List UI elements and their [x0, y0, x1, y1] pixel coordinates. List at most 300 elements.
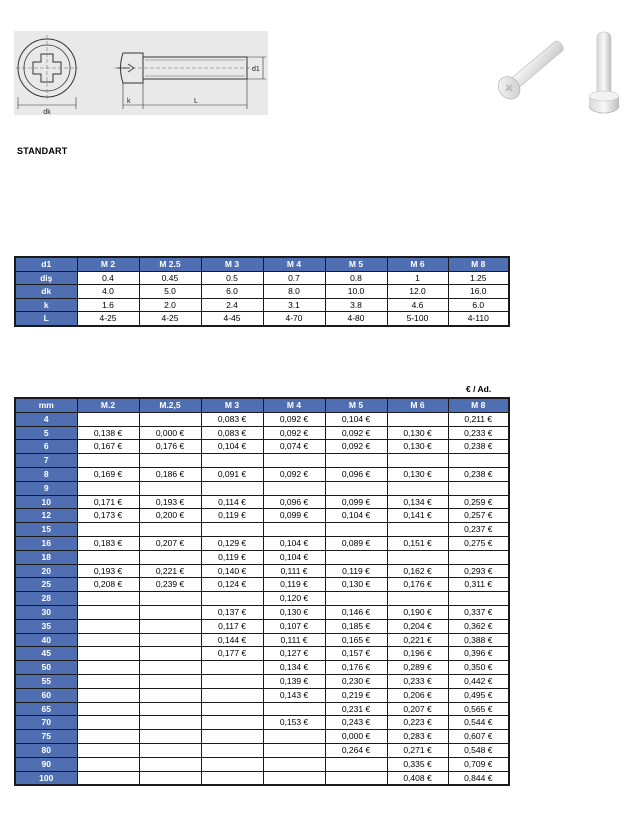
- value-cell: 0,130 €: [387, 467, 448, 481]
- row-label-cell: 12: [15, 509, 77, 523]
- value-cell: [201, 454, 263, 468]
- value-cell: [77, 592, 139, 606]
- value-cell: [387, 481, 448, 495]
- header-cell: M 6: [387, 257, 448, 271]
- label-dk: dk: [43, 109, 51, 115]
- header-cell: M 3: [201, 257, 263, 271]
- value-cell: [139, 605, 201, 619]
- value-cell: 0,190 €: [387, 605, 448, 619]
- value-cell: 0,844 €: [448, 771, 509, 785]
- value-cell: 0,223 €: [387, 716, 448, 730]
- value-cell: [77, 454, 139, 468]
- value-cell: 0,162 €: [387, 564, 448, 578]
- price-row: [15, 633, 509, 647]
- value-cell: 0,124 €: [201, 578, 263, 592]
- value-cell: 0,089 €: [325, 536, 387, 550]
- dimensions-row: [15, 298, 509, 312]
- value-cell: [387, 550, 448, 564]
- dimensions-table: [14, 256, 510, 327]
- value-cell: [325, 481, 387, 495]
- header-cell: M 3: [201, 398, 263, 412]
- value-cell: 0,264 €: [325, 743, 387, 757]
- value-cell: [139, 550, 201, 564]
- value-cell: 0,233 €: [448, 426, 509, 440]
- value-cell: [77, 633, 139, 647]
- value-cell: 0,119 €: [325, 564, 387, 578]
- value-cell: 0,177 €: [201, 647, 263, 661]
- value-cell: 0,176 €: [139, 440, 201, 454]
- value-cell: 0,293 €: [448, 564, 509, 578]
- value-cell: 0,408 €: [387, 771, 448, 785]
- value-cell: 0,130 €: [325, 578, 387, 592]
- value-cell: 0,157 €: [325, 647, 387, 661]
- value-cell: [77, 605, 139, 619]
- value-cell: 6.0: [201, 285, 263, 299]
- header-cell: M 6: [387, 398, 448, 412]
- price-row: [15, 730, 509, 744]
- price-row: [15, 578, 509, 592]
- value-cell: 4.6: [387, 298, 448, 312]
- value-cell: 0,221 €: [139, 564, 201, 578]
- value-cell: [77, 757, 139, 771]
- value-cell: 5.0: [139, 285, 201, 299]
- price-row: [15, 426, 509, 440]
- value-cell: [77, 743, 139, 757]
- value-cell: 0,362 €: [448, 619, 509, 633]
- price-row: [15, 688, 509, 702]
- row-label-cell: 50: [15, 661, 77, 675]
- price-row: [15, 536, 509, 550]
- value-cell: 0,176 €: [325, 661, 387, 675]
- row-label-cell: 30: [15, 605, 77, 619]
- value-cell: 0,092 €: [263, 412, 325, 426]
- row-label-cell: L: [15, 312, 77, 326]
- value-cell: 4-25: [77, 312, 139, 326]
- header-cell: M 2: [77, 257, 139, 271]
- price-row: [15, 592, 509, 606]
- price-unit-label: € / Ad.: [466, 384, 492, 394]
- row-label-cell: 75: [15, 730, 77, 744]
- value-cell: 0,092 €: [263, 467, 325, 481]
- row-label-cell: 90: [15, 757, 77, 771]
- value-cell: 0,607 €: [448, 730, 509, 744]
- value-cell: [77, 550, 139, 564]
- value-cell: [77, 523, 139, 537]
- value-cell: 0,396 €: [448, 647, 509, 661]
- row-label-cell: 9: [15, 481, 77, 495]
- value-cell: 0,350 €: [448, 661, 509, 675]
- value-cell: [201, 674, 263, 688]
- price-table: [14, 397, 510, 786]
- screw-product-photo: [478, 28, 628, 118]
- value-cell: 0,120 €: [263, 592, 325, 606]
- value-cell: 0,134 €: [387, 495, 448, 509]
- value-cell: [139, 412, 201, 426]
- value-cell: 4-70: [263, 312, 325, 326]
- value-cell: 0,204 €: [387, 619, 448, 633]
- row-label-cell: 4: [15, 412, 77, 426]
- value-cell: [201, 716, 263, 730]
- value-cell: 0,337 €: [448, 605, 509, 619]
- value-cell: [325, 454, 387, 468]
- value-cell: [387, 454, 448, 468]
- value-cell: 0,127 €: [263, 647, 325, 661]
- value-cell: 0,259 €: [448, 495, 509, 509]
- value-cell: 0,165 €: [325, 633, 387, 647]
- value-cell: 0,243 €: [325, 716, 387, 730]
- value-cell: [139, 619, 201, 633]
- price-header-row: [15, 398, 509, 412]
- row-label-cell: 5: [15, 426, 77, 440]
- value-cell: 0,129 €: [201, 536, 263, 550]
- value-cell: 0,111 €: [263, 564, 325, 578]
- value-cell: 2.0: [139, 298, 201, 312]
- value-cell: 0,238 €: [448, 440, 509, 454]
- value-cell: 4-25: [139, 312, 201, 326]
- value-cell: 0,176 €: [387, 578, 448, 592]
- value-cell: 0,289 €: [387, 661, 448, 675]
- row-label-cell: k: [15, 298, 77, 312]
- value-cell: 0,208 €: [77, 578, 139, 592]
- value-cell: 0,311 €: [448, 578, 509, 592]
- value-cell: [325, 523, 387, 537]
- value-cell: 0,237 €: [448, 523, 509, 537]
- value-cell: 0,709 €: [448, 757, 509, 771]
- value-cell: 0,104 €: [201, 440, 263, 454]
- value-cell: [77, 716, 139, 730]
- value-cell: 3.8: [325, 298, 387, 312]
- row-label-cell: 6: [15, 440, 77, 454]
- value-cell: 0,104 €: [263, 550, 325, 564]
- value-cell: 0,193 €: [139, 495, 201, 509]
- value-cell: 1: [387, 271, 448, 285]
- value-cell: 0,207 €: [139, 536, 201, 550]
- value-cell: [139, 633, 201, 647]
- value-cell: [448, 550, 509, 564]
- label-k: k: [127, 98, 131, 105]
- row-label-cell: 65: [15, 702, 77, 716]
- value-cell: 0,074 €: [263, 440, 325, 454]
- value-cell: [201, 592, 263, 606]
- value-cell: [263, 702, 325, 716]
- value-cell: 0,117 €: [201, 619, 263, 633]
- price-row: [15, 440, 509, 454]
- value-cell: 5-100: [387, 312, 448, 326]
- value-cell: 0.8: [325, 271, 387, 285]
- value-cell: [77, 661, 139, 675]
- value-cell: 0,548 €: [448, 743, 509, 757]
- row-label-cell: 25: [15, 578, 77, 592]
- value-cell: [139, 661, 201, 675]
- value-cell: 0,140 €: [201, 564, 263, 578]
- value-cell: 0,104 €: [263, 536, 325, 550]
- value-cell: 0,000 €: [139, 426, 201, 440]
- value-cell: [77, 702, 139, 716]
- value-cell: 0,233 €: [387, 674, 448, 688]
- price-row: [15, 509, 509, 523]
- value-cell: [139, 716, 201, 730]
- price-row: [15, 743, 509, 757]
- value-cell: 0,153 €: [263, 716, 325, 730]
- value-cell: 0,442 €: [448, 674, 509, 688]
- value-cell: 3.1: [263, 298, 325, 312]
- value-cell: 0,221 €: [387, 633, 448, 647]
- price-row: [15, 647, 509, 661]
- value-cell: 0,083 €: [201, 412, 263, 426]
- value-cell: [325, 757, 387, 771]
- value-cell: 0,167 €: [77, 440, 139, 454]
- value-cell: 0,238 €: [448, 467, 509, 481]
- row-label-cell: 100: [15, 771, 77, 785]
- value-cell: 0,173 €: [77, 509, 139, 523]
- price-row: [15, 619, 509, 633]
- row-label-cell: 10: [15, 495, 77, 509]
- header-cell: M 8: [448, 398, 509, 412]
- value-cell: 0,104 €: [325, 412, 387, 426]
- value-cell: 0,107 €: [263, 619, 325, 633]
- value-cell: 2.4: [201, 298, 263, 312]
- value-cell: 0,141 €: [387, 509, 448, 523]
- header-cell: M.2: [77, 398, 139, 412]
- row-label-cell: 7: [15, 454, 77, 468]
- value-cell: [263, 481, 325, 495]
- value-cell: [77, 412, 139, 426]
- row-label-cell: 20: [15, 564, 77, 578]
- value-cell: 1.25: [448, 271, 509, 285]
- header-cell: M 5: [325, 398, 387, 412]
- value-cell: [263, 743, 325, 757]
- value-cell: 0,231 €: [325, 702, 387, 716]
- value-cell: 0,275 €: [448, 536, 509, 550]
- value-cell: [201, 523, 263, 537]
- value-cell: 4.0: [77, 285, 139, 299]
- value-cell: [387, 523, 448, 537]
- value-cell: [201, 743, 263, 757]
- value-cell: 0,239 €: [139, 578, 201, 592]
- value-cell: [201, 730, 263, 744]
- value-cell: [263, 730, 325, 744]
- value-cell: 0,193 €: [77, 564, 139, 578]
- value-cell: 0,171 €: [77, 495, 139, 509]
- value-cell: [77, 674, 139, 688]
- header-cell: mm: [15, 398, 77, 412]
- header-cell: M.2,5: [139, 398, 201, 412]
- value-cell: [201, 771, 263, 785]
- value-cell: 0,230 €: [325, 674, 387, 688]
- value-cell: 0,104 €: [325, 509, 387, 523]
- row-label-cell: 45: [15, 647, 77, 661]
- value-cell: [448, 481, 509, 495]
- header-cell: M 4: [263, 398, 325, 412]
- value-cell: [77, 688, 139, 702]
- row-label-cell: 18: [15, 550, 77, 564]
- header-cell: M 8: [448, 257, 509, 271]
- value-cell: 4-80: [325, 312, 387, 326]
- price-row: [15, 757, 509, 771]
- row-label-cell: 55: [15, 674, 77, 688]
- value-cell: [263, 523, 325, 537]
- value-cell: 0,091 €: [201, 467, 263, 481]
- header-cell: d1: [15, 257, 77, 271]
- value-cell: 12.0: [387, 285, 448, 299]
- dimensions-header-row: [15, 257, 509, 271]
- value-cell: [325, 592, 387, 606]
- row-label-cell: 28: [15, 592, 77, 606]
- row-label-cell: diş: [15, 271, 77, 285]
- value-cell: 0,283 €: [387, 730, 448, 744]
- value-cell: 0,544 €: [448, 716, 509, 730]
- value-cell: 4-45: [201, 312, 263, 326]
- value-cell: 0,111 €: [263, 633, 325, 647]
- price-row: [15, 702, 509, 716]
- value-cell: [201, 757, 263, 771]
- value-cell: 0,143 €: [263, 688, 325, 702]
- value-cell: 0,335 €: [387, 757, 448, 771]
- dimensions-row: [15, 285, 509, 299]
- value-cell: 0,130 €: [387, 426, 448, 440]
- value-cell: 0,206 €: [387, 688, 448, 702]
- row-label-cell: 15: [15, 523, 77, 537]
- standard-heading: STANDART: [17, 146, 68, 156]
- value-cell: [387, 592, 448, 606]
- price-row: [15, 550, 509, 564]
- value-cell: 0,099 €: [263, 509, 325, 523]
- value-cell: [139, 592, 201, 606]
- value-cell: 0,114 €: [201, 495, 263, 509]
- label-d1: d1: [252, 66, 260, 73]
- price-row: [15, 716, 509, 730]
- value-cell: [139, 454, 201, 468]
- value-cell: 0,146 €: [325, 605, 387, 619]
- value-cell: 4-110: [448, 312, 509, 326]
- row-label-cell: 70: [15, 716, 77, 730]
- price-row: [15, 564, 509, 578]
- value-cell: 0,565 €: [448, 702, 509, 716]
- row-label-cell: dk: [15, 285, 77, 299]
- value-cell: [201, 702, 263, 716]
- header-cell: M 2.5: [139, 257, 201, 271]
- value-cell: 0,151 €: [387, 536, 448, 550]
- value-cell: 0,144 €: [201, 633, 263, 647]
- value-cell: 0,183 €: [77, 536, 139, 550]
- value-cell: 0,096 €: [325, 467, 387, 481]
- value-cell: [77, 481, 139, 495]
- value-cell: 0,137 €: [201, 605, 263, 619]
- value-cell: 0.5: [201, 271, 263, 285]
- price-row: [15, 661, 509, 675]
- value-cell: [77, 730, 139, 744]
- value-cell: 0,185 €: [325, 619, 387, 633]
- value-cell: [139, 757, 201, 771]
- value-cell: 0,200 €: [139, 509, 201, 523]
- value-cell: 0.45: [139, 271, 201, 285]
- value-cell: 0,257 €: [448, 509, 509, 523]
- row-label-cell: 80: [15, 743, 77, 757]
- value-cell: 16.0: [448, 285, 509, 299]
- value-cell: [263, 771, 325, 785]
- value-cell: [77, 647, 139, 661]
- value-cell: 0,092 €: [325, 440, 387, 454]
- value-cell: 0,119 €: [201, 509, 263, 523]
- value-cell: [201, 481, 263, 495]
- value-cell: [387, 412, 448, 426]
- value-cell: [263, 757, 325, 771]
- value-cell: 0,207 €: [387, 702, 448, 716]
- value-cell: 0,130 €: [387, 440, 448, 454]
- value-cell: 0,388 €: [448, 633, 509, 647]
- value-cell: [77, 619, 139, 633]
- value-cell: [448, 592, 509, 606]
- value-cell: [139, 702, 201, 716]
- value-cell: [139, 481, 201, 495]
- value-cell: 0,096 €: [263, 495, 325, 509]
- value-cell: 0,000 €: [325, 730, 387, 744]
- value-cell: 0,495 €: [448, 688, 509, 702]
- value-cell: 10.0: [325, 285, 387, 299]
- value-cell: [201, 688, 263, 702]
- price-row: [15, 412, 509, 426]
- value-cell: 0,119 €: [201, 550, 263, 564]
- value-cell: [139, 688, 201, 702]
- row-label-cell: 35: [15, 619, 77, 633]
- value-cell: [139, 647, 201, 661]
- value-cell: 0,211 €: [448, 412, 509, 426]
- value-cell: 0,138 €: [77, 426, 139, 440]
- value-cell: 0,099 €: [325, 495, 387, 509]
- screw-technical-drawing: [14, 31, 268, 115]
- row-label-cell: 16: [15, 536, 77, 550]
- value-cell: [325, 550, 387, 564]
- value-cell: [139, 743, 201, 757]
- value-cell: 6.0: [448, 298, 509, 312]
- header-cell: M 5: [325, 257, 387, 271]
- value-cell: 0,134 €: [263, 661, 325, 675]
- value-cell: [77, 771, 139, 785]
- value-cell: 0,196 €: [387, 647, 448, 661]
- price-row: [15, 467, 509, 481]
- value-cell: 0.4: [77, 271, 139, 285]
- value-cell: 0,119 €: [263, 578, 325, 592]
- value-cell: 8.0: [263, 285, 325, 299]
- price-row: [15, 495, 509, 509]
- label-L: L: [194, 98, 198, 105]
- price-row: [15, 481, 509, 495]
- value-cell: 1.6: [77, 298, 139, 312]
- value-cell: 0,083 €: [201, 426, 263, 440]
- value-cell: [139, 523, 201, 537]
- value-cell: 0,219 €: [325, 688, 387, 702]
- row-label-cell: 8: [15, 467, 77, 481]
- row-label-cell: 40: [15, 633, 77, 647]
- price-row: [15, 674, 509, 688]
- price-row: [15, 605, 509, 619]
- value-cell: [263, 454, 325, 468]
- value-cell: 0.7: [263, 271, 325, 285]
- value-cell: 0,139 €: [263, 674, 325, 688]
- value-cell: 0,271 €: [387, 743, 448, 757]
- price-row: [15, 523, 509, 537]
- dimensions-row: [15, 312, 509, 326]
- value-cell: 0,092 €: [325, 426, 387, 440]
- price-row: [15, 771, 509, 785]
- dimensions-row: [15, 271, 509, 285]
- value-cell: [139, 730, 201, 744]
- price-row: [15, 454, 509, 468]
- value-cell: [325, 771, 387, 785]
- value-cell: [139, 674, 201, 688]
- value-cell: 0,186 €: [139, 467, 201, 481]
- value-cell: 0,169 €: [77, 467, 139, 481]
